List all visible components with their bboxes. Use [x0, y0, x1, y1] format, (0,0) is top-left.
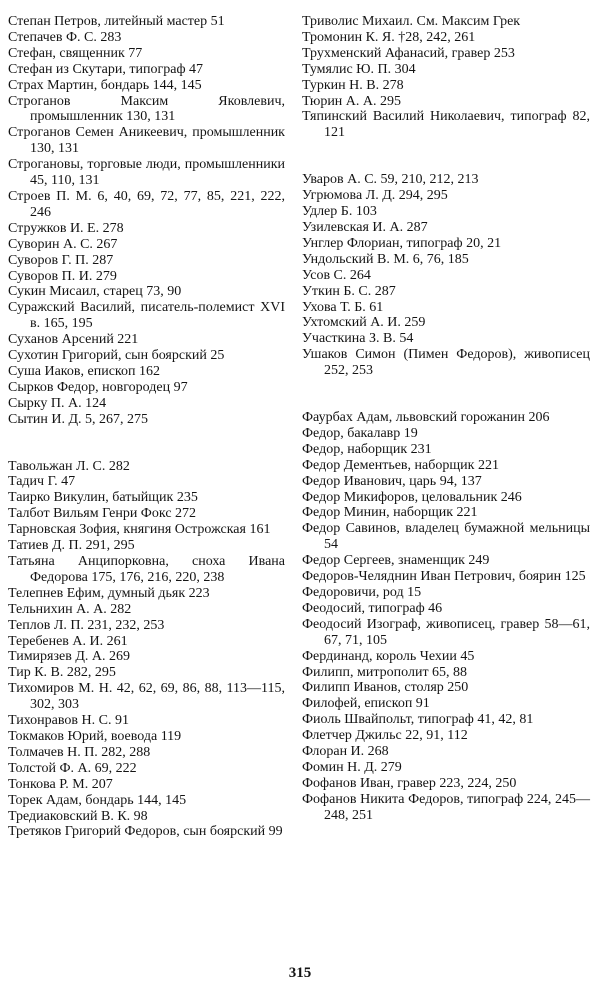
index-entry: Суворов П. И. 279 [8, 268, 117, 284]
index-entry: Феодосий, типограф 46 [302, 600, 443, 616]
index-entry: Федор, наборщик 231 [302, 441, 432, 457]
index-entry: Талбот Вильям Генри Фокс 272 [8, 506, 197, 522]
index-entry: Татиев Д. П. 291, 295 [8, 538, 135, 554]
index-entry: Федор Микифоров, целовальник 246 [302, 489, 522, 505]
index-entry: Фомин Н. Д. 279 [302, 759, 402, 775]
index-entry: Тарновская Зофия, княгиня Острожская 161 [8, 522, 271, 538]
index-entry: Узилевская И. А. 287 [302, 219, 428, 235]
index-entry: Ушаков Симон (Пимен Федоров), живописец 252, 253 [302, 347, 590, 379]
index-entry: Толмачев Н. П. 282, 288 [8, 744, 151, 760]
index-group-f [302, 410, 590, 824]
index-entry: Сытин И. Д. 5, 267, 275 [8, 411, 149, 427]
index-entry: Стружков И. Е. 278 [8, 220, 124, 236]
index-entry: Суражский Василий, писатель-полемист XVI в. 165, 195 [8, 300, 285, 332]
index-entry: Тумялис Ю. П. 304 [302, 61, 416, 77]
index-entry: Торек Адам, бондарь 144, 145 [8, 792, 187, 808]
index-entry: Степачев Ф. С. 283 [8, 29, 122, 45]
index-entry: Тредиаковский В. К. 98 [8, 808, 148, 824]
index-entry: Филипп Иванов, столяр 250 [302, 680, 469, 696]
group-separator [8, 428, 285, 459]
index-entry: Федор Савинов, владелец бумажной мельницы 54 [302, 521, 590, 553]
index-entry: Феодосий Изограф, живописец, гравер 58—61, 67, 71, 105 [302, 616, 590, 648]
index-entry: Суша Иаков, епископ 162 [8, 363, 161, 379]
index-entry: Уваров А. С. 59, 210, 212, 213 [302, 172, 479, 188]
index-entry: Татьяна Анципорковна, сноха Ивана Федорова 175, 176, 216, 220, 238 [8, 554, 285, 585]
index-entry: Третяков Григорий Федоров, сын боярский 99 [8, 824, 283, 840]
index-entry: Тадич Г. 47 [8, 474, 76, 490]
index-entry: Суханов Арсений 221 [8, 332, 139, 348]
index-entry: Фофанов Никита Федоров, типограф 224, 245—248, 251 [302, 791, 590, 823]
index-entry: Тихомиров М. Н. 42, 62, 69, 86, 88, 113—115, 302, 303 [8, 681, 285, 713]
group-separator [302, 141, 590, 172]
index-entry: Флетчер Джильс 22, 91, 112 [302, 728, 468, 744]
index-entry: Сукин Мисаил, старец 73, 90 [8, 284, 182, 300]
index-entry: Федоровичи, род 15 [302, 585, 422, 600]
index-entry: Участкина З. В. 54 [302, 331, 414, 347]
index-entry: Стефан из Скутари, типограф 47 [8, 61, 204, 77]
index-entry: Сырков Федор, новгородец 97 [8, 379, 188, 395]
index-entry: Федор Минин, наборщик 221 [302, 505, 478, 521]
index-entry: Таирко Викулин, батыйщик 235 [8, 490, 198, 506]
index-entry: Тир К. В. 282, 295 [8, 665, 116, 681]
index-entry: Федор Иванович, царь 94, 137 [302, 473, 482, 489]
index-entry: Туркин Н. В. 278 [302, 77, 404, 93]
index-entry: Строганов Максим Яковлевич, промышленник 130, 131 [8, 93, 285, 125]
index-entry: Стефан, священник 77 [8, 45, 143, 61]
index-entry: Степан Петров, литейный мастер 51 [8, 14, 225, 29]
index-entry: Тавольжан Л. С. 282 [8, 458, 130, 474]
index-entry: Ухова Т. Б. 61 [302, 299, 384, 315]
index-group-t [8, 459, 285, 841]
index-entry: Усов С. 264 [302, 267, 371, 283]
right-column [302, 14, 590, 824]
index-entry: Федоров-Челяднин Иван Петрович, боярин 125 [302, 569, 586, 585]
index-entry: Теплов Л. П. 231, 232, 253 [8, 617, 165, 633]
index-entry: Федор, бакалавр 19 [302, 425, 418, 441]
index-entry: Сухотин Григорий, сын боярский 25 [8, 348, 225, 364]
index-group-t-cont [302, 14, 590, 141]
index-entry: Фердинанд, король Чехии 45 [302, 648, 475, 664]
index-entry: Теребенев А. И. 261 [8, 633, 128, 649]
index-entry: Флоран И. 268 [302, 744, 389, 760]
group-separator [302, 379, 590, 410]
index-entry: Тихонравов Н. С. 91 [8, 713, 129, 729]
left-column [8, 14, 285, 840]
index-entry: Федор Сергеев, знаменщик 249 [302, 553, 490, 569]
index-entry: Строев П. М. 6, 40, 69, 72, 77, 85, 221, 222, 246 [8, 188, 285, 220]
index-entry: Строгановы, торговые люди, промышленники 45, 110, 131 [8, 157, 285, 189]
index-group-u [302, 172, 590, 379]
index-entry: Унглер Флориан, типограф 20, 21 [302, 235, 502, 251]
index-entry: Строганов Семен Аникеевич, промышленник 130, 131 [8, 125, 285, 157]
index-entry: Суворов Г. П. 287 [8, 252, 114, 268]
index-entry: Телепнев Ефим, думный дьяк 223 [8, 585, 210, 601]
index-entry: Ундольский В. М. 6, 76, 185 [302, 251, 469, 267]
index-entry: Федор Дементьев, наборщик 221 [302, 457, 499, 473]
index-entry: Тимирязев Д. А. 269 [8, 649, 131, 665]
index-entry: Тюрин А. А. 295 [302, 93, 402, 109]
index-entry: Фаурбах Адам, львовский горожанин 206 [302, 410, 550, 426]
index-entry: Страх Мартин, бондарь 144, 145 [8, 77, 202, 93]
index-entry: Удлер Б. 103 [302, 204, 377, 220]
index-entry: Толстой Ф. А. 69, 222 [8, 760, 137, 776]
index-entry: Тяпинский Василий Николаевич, типограф 82, 121 [302, 109, 590, 141]
index-entry: Токмаков Юрий, воевода 119 [8, 728, 182, 744]
index-entry: Тельнихин А. А. 282 [8, 601, 132, 617]
index-entry: Тонкова Р. М. 207 [8, 776, 113, 792]
index-entry: Суворин А. С. 267 [8, 236, 118, 252]
index-entry: Трухменский Афанасий, гравер 253 [302, 45, 515, 61]
index-entry: Филофей, епископ 91 [302, 696, 430, 712]
index-entry: Филипп, митрополит 65, 88 [302, 664, 468, 680]
index-entry: Триволис Михаил. См. Максим Грек [302, 14, 521, 29]
index-entry: Уткин Б. С. 287 [302, 283, 396, 299]
index-entry: Угрюмова Л. Д. 294, 295 [302, 188, 448, 204]
index-group-s [8, 14, 285, 428]
index-entry: Фофанов Иван, гравер 223, 224, 250 [302, 775, 517, 791]
index-entry: Тромонин К. Я. †28, 242, 261 [302, 29, 476, 45]
index-entry: Фиоль Швайпольт, типограф 41, 42, 81 [302, 712, 534, 728]
page-number: 315 [288, 965, 312, 981]
index-entry: Ухтомский А. И. 259 [302, 315, 426, 331]
index-entry: Сырку П. А. 124 [8, 395, 107, 411]
